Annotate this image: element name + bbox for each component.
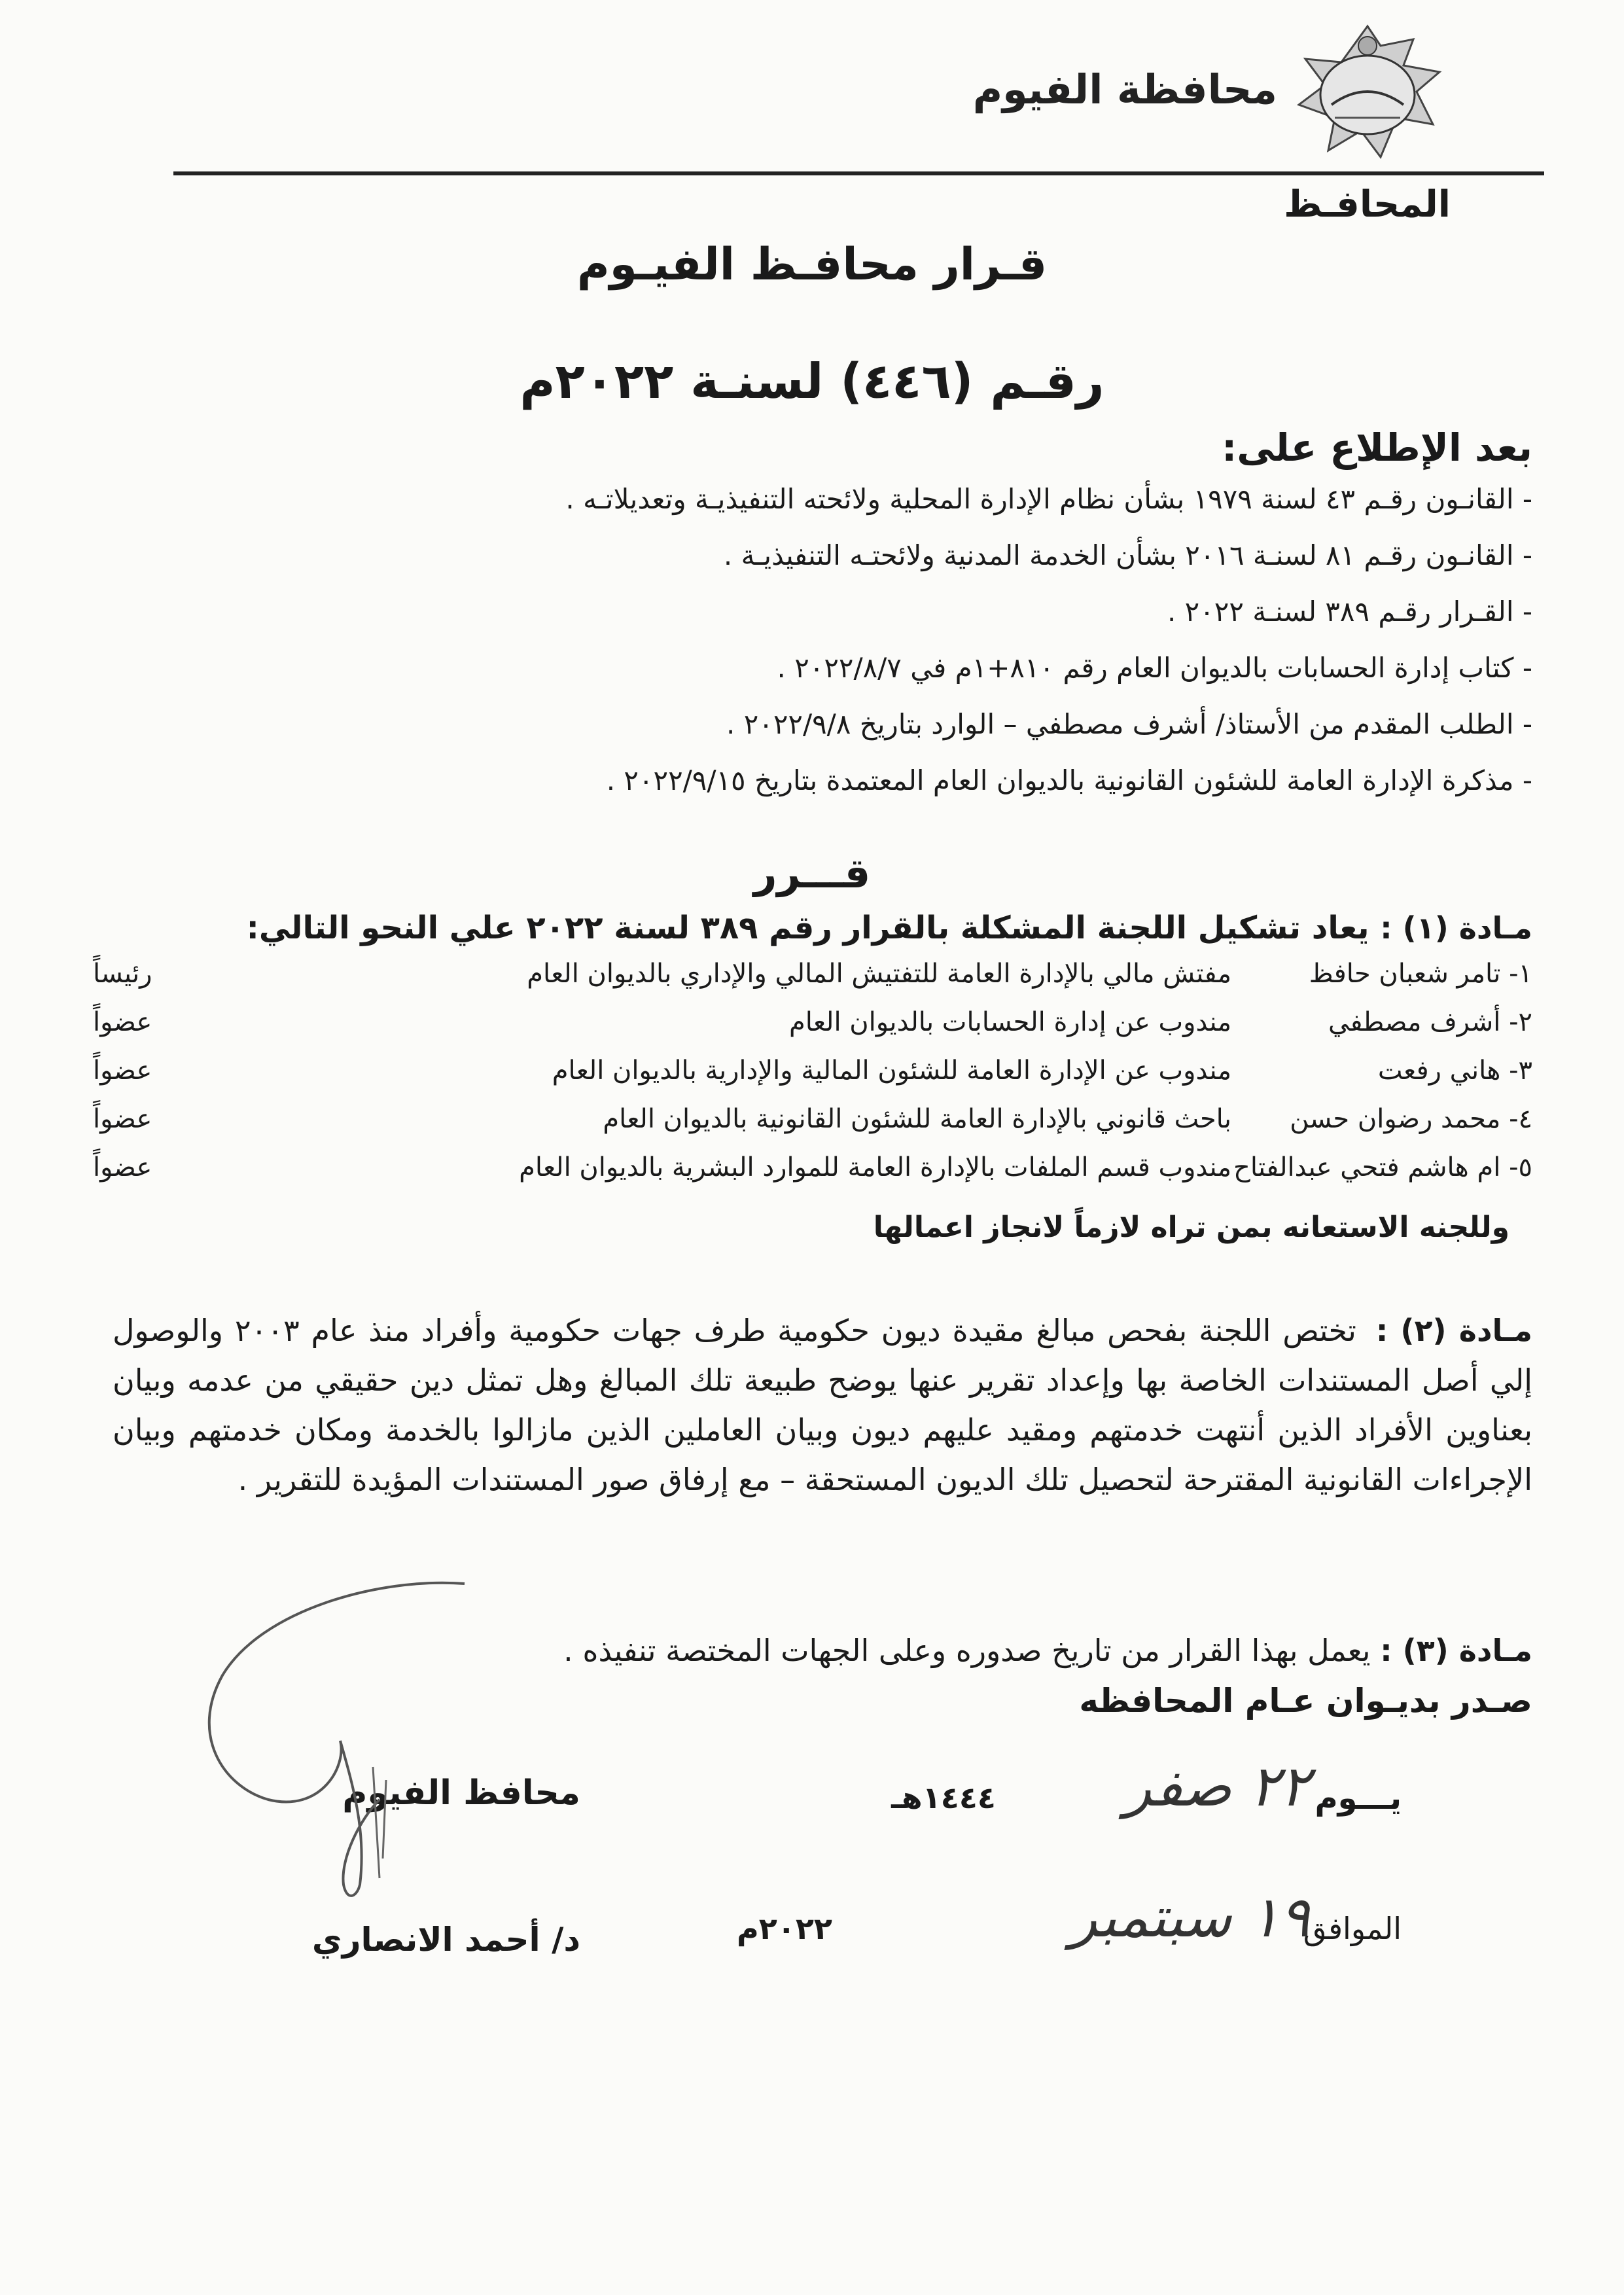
governorate-emblem bbox=[1282, 20, 1453, 170]
member-role: مندوب قسم الملفات بالإدارة العامة للموارد البشرية بالديوان العام bbox=[519, 1152, 1231, 1183]
decision-number: رقـم (٤٤٦) لسنـة ٢٠٢٢م bbox=[520, 353, 1104, 410]
member-name: ٤- محمد رضوان حسن bbox=[1290, 1104, 1532, 1134]
committee-member bbox=[93, 1152, 1532, 1201]
member-role: مفتش مالي بالإدارة العامة للتفتيش المالي والإداري بالديوان العام bbox=[527, 959, 1231, 989]
preamble-title: بعد الإطلاع على: bbox=[1222, 425, 1532, 470]
article-3-text: يعمل بهذا القرار من تاريخ صدوره وعلى الجهات المختصة تنفيذه . bbox=[563, 1633, 1371, 1668]
member-name: ٥- ام هاشم فتحي عبدالفتاح bbox=[1233, 1152, 1532, 1183]
article-3 bbox=[563, 1633, 1532, 1668]
decision-title: قـرار محافـظ الفيـوم bbox=[576, 239, 1048, 291]
member-name: ٢- أشرف مصطفي bbox=[1328, 1007, 1532, 1037]
member-position: عضواً bbox=[93, 1007, 152, 1037]
day-label: يـــوم bbox=[1315, 1780, 1402, 1817]
article-1-note: وللجنه الاستعانه بمن تراه لازماً لانجاز اعمالها bbox=[873, 1211, 1509, 1244]
handwritten-signature bbox=[183, 1571, 484, 1911]
committee-member bbox=[93, 959, 1532, 1007]
preamble-item: - كتاب إدارة الحسابات بالديوان العام رقم ٨١٠+١م في ٢٠٢٢/٨/٧ . bbox=[777, 652, 1532, 684]
preamble-item: - القانـون رقـم ٤٣ لسنة ١٩٧٩ بشأن نظام الإدارة المحلية ولائحته التنفيذيـة وتعديلاتـه . bbox=[565, 483, 1532, 515]
hijri-handwritten-date: ٢٢ صفر bbox=[1124, 1754, 1310, 1819]
member-role: باحث قانوني بالإدارة العامة للشئون القانونية بالديوان العام bbox=[603, 1104, 1231, 1134]
article-2-text: تختص اللجنة بفحص مبالغ مقيدة ديون حكومية طرف جهات حكومية وأفراد منذ عام ٢٠٠٣ والوصول إلي أصل المستندات الخاصة بها وإعداد تقرير عنها يوضح طبيعة تلك المبالغ وهل تمثل دين حقيقي من عدمه وبيان بعناوين الأفراد الذين أنتهت خدمتهم ومقيد عليهم ديون وبيان العاملين الذين مازالوا بالخدمة ومكان خدمتهم وبيان الإجراءات القانونية المقترحة لتحصيل تلك الديون المستحقة – مع إرفاق صور المستندات المؤيدة للتقرير . bbox=[113, 1313, 1532, 1497]
member-role: مندوب عن إدارة الحسابات بالديوان العام bbox=[789, 1007, 1231, 1037]
article-1-label: مـادة (١) : bbox=[1380, 910, 1532, 946]
signatory-name: د/ أحمد الانصاري bbox=[311, 1921, 580, 1959]
hijri-year: ١٤٤٤هـ bbox=[891, 1780, 996, 1815]
issued-statement: صـدر بديـوان عـام المحافظه bbox=[1079, 1682, 1532, 1720]
member-position: عضواً bbox=[93, 1152, 152, 1183]
gregorian-handwritten-date: ١٩ سبتمبر bbox=[1070, 1885, 1310, 1950]
committee-member bbox=[93, 1104, 1532, 1152]
article-1-text: يعاد تشكيل اللجنة المشكلة بالقرار رقم ٣٨٩ لسنة ٢٠٢٢ علي النحو التالي: bbox=[246, 910, 1369, 946]
committee-members bbox=[93, 959, 1532, 1201]
header-divider bbox=[173, 171, 1544, 175]
article-2 bbox=[113, 1306, 1532, 1504]
decided-heading: قـــرر bbox=[753, 849, 871, 897]
signatory-title: محافظ الفيوم bbox=[342, 1773, 580, 1813]
member-name: ١- تامر شعبان حافظ bbox=[1309, 959, 1532, 989]
member-name: ٣- هاني رفعت bbox=[1377, 1056, 1532, 1086]
office-title: المحافـظ bbox=[1284, 183, 1451, 226]
article-2-label: مـادة (٢) : bbox=[1375, 1313, 1533, 1348]
preamble-item: - مذكرة الإدارة العامة للشئون القانونية بالديوان العام المعتمدة بتاريخ ٢٠٢٢/٩/١٥ . bbox=[606, 764, 1532, 796]
committee-member bbox=[93, 1007, 1532, 1056]
member-position: رئيساً bbox=[93, 959, 152, 989]
article-3-label: مـادة (٣) : bbox=[1380, 1633, 1532, 1668]
member-position: عضواً bbox=[93, 1056, 152, 1086]
preamble-item: - القانـون رقـم ٨١ لسنـة ٢٠١٦ بشأن الخدمة المدنية ولائحتـه التنفيذيـة . bbox=[723, 539, 1532, 571]
corresponding-label: الموافق bbox=[1303, 1911, 1402, 1946]
gregorian-year: ٢٠٢٢م bbox=[736, 1911, 832, 1946]
preamble-list bbox=[158, 471, 1532, 809]
governorate-name: محافظة الفيوم bbox=[972, 65, 1277, 113]
committee-member bbox=[93, 1056, 1532, 1104]
preamble-item: - الطلب المقدم من الأستاذ/ أشرف مصطفي – الوارد بتاريخ ٢٠٢٢/٩/٨ . bbox=[726, 708, 1532, 740]
member-position: عضواً bbox=[93, 1104, 152, 1134]
member-role: مندوب عن الإدارة العامة للشئون المالية والإدارية بالديوان العام bbox=[552, 1056, 1231, 1086]
article-1-heading bbox=[247, 910, 1532, 946]
preamble-item: - القـرار رقـم ٣٨٩ لسنـة ٢٠٢٢ . bbox=[1167, 596, 1532, 628]
